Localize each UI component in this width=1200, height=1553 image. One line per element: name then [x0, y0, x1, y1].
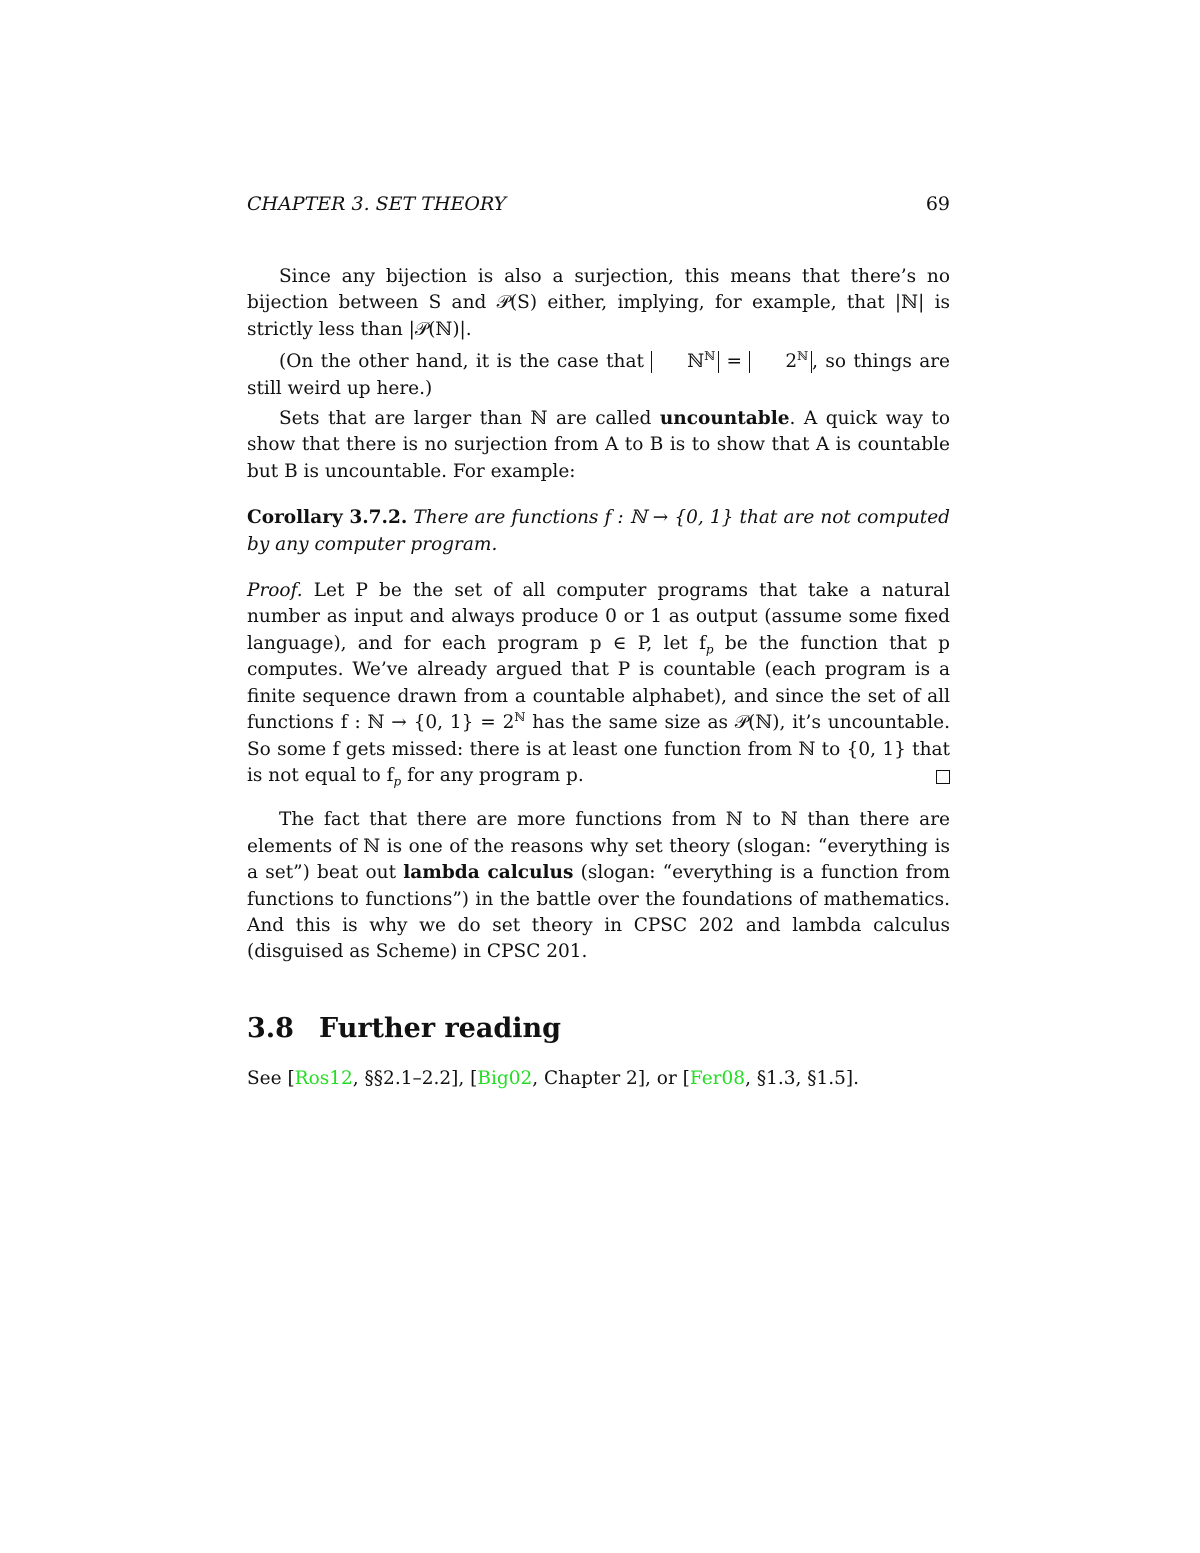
math-base: ℕ	[687, 351, 705, 373]
further-reading-text	[247, 1066, 950, 1092]
proof-text: be the function that p computes. We’ve already argued that P is countable (each program is a finite sequence drawn from a countable alphabet), and since the set of all functions f : ℕ → {0, 1} = 2	[247, 632, 950, 734]
paragraph-text: , so things are still weird up here.)	[247, 351, 951, 399]
corollary-label: Corollary 3.7.2.	[247, 507, 408, 529]
proof	[247, 578, 950, 789]
paragraph-text: (On the other hand, it is the case that	[279, 351, 652, 373]
page-number: 69	[925, 193, 950, 215]
cardinality-lhs	[651, 351, 719, 373]
paragraph-text: The fact that there are more functions from ℕ to ℕ than there are elements of ℕ is one of the reasons why set theory (slogan: “everything is a set”) beat out	[247, 809, 950, 884]
paragraph-text: , §1.3, §1.5].	[745, 1067, 860, 1089]
chapter-title: CHAPTER 3. SET THEORY	[247, 193, 507, 215]
paragraph-bijection: Since any bijection is also a surjection, this means that there’s no bijection between S and 𝒫(S) either, implying, for example, that |ℕ| is strictly less than |𝒫(ℕ)|.	[247, 266, 950, 340]
cardinality-rhs	[749, 351, 812, 373]
paragraph-uncountable	[247, 406, 950, 485]
defined-term: uncountable	[659, 408, 790, 430]
proof-text: Let P be the set of all computer programs that take a natural number as input and always produce 0 or 1 as output (assume some fixed language), and for each program p ∈ P, let f	[247, 580, 950, 654]
math-base: 2	[785, 351, 798, 373]
paragraph-text: Sets that are larger than ℕ are called	[279, 408, 660, 430]
citation-link-ros12[interactable]: Ros12	[294, 1067, 353, 1089]
corollary-statement: There are functions f : ℕ → {0, 1} that are not computed by any computer program.	[247, 507, 950, 555]
corollary	[247, 505, 950, 558]
section-heading	[247, 1012, 950, 1046]
math-subscript: p	[393, 774, 402, 789]
section-title: Further reading	[319, 1012, 561, 1044]
paragraph-lambda-calculus	[247, 807, 950, 965]
math-equals: =	[719, 351, 750, 373]
paragraph-text: . A quick way to show that there is no surjection from A to B is to show that A is countable but B is uncountable. For example:	[247, 408, 950, 482]
math-exponent: ℕ	[514, 709, 526, 724]
paragraph-text: , Chapter 2], or [	[532, 1067, 690, 1089]
proof-text: has the same size as 𝒫(ℕ), it’s uncountable. So some f gets missed: there is at least one function from ℕ to {0, 1} that is not equal to f	[247, 712, 950, 786]
paragraph-other-hand	[247, 349, 950, 402]
math-exponent: ℕ	[797, 349, 809, 364]
defined-term: lambda calculus	[403, 862, 574, 884]
citation-link-fer08[interactable]: Fer08	[689, 1067, 746, 1089]
math-subscript: p	[705, 642, 714, 657]
qed-square-icon	[936, 770, 950, 784]
running-header	[247, 192, 950, 216]
proof-text: for any program p.	[401, 764, 584, 786]
paragraph-text: (slogan: “everything is a function from functions to functions”) in the battle over the foundations of mathematics. And this is why we do set theory in CPSC 202 and lambda calculus (disguised as Scheme) in CPSC 201.	[247, 862, 950, 963]
section-number: 3.8	[247, 1012, 294, 1044]
paragraph-text: See [	[247, 1067, 295, 1089]
citation-link-big02[interactable]: Big02	[477, 1067, 533, 1089]
page-body	[247, 192, 950, 1092]
proof-label: Proof.	[247, 580, 303, 602]
paragraph-text: , §§2.1–2.2], [	[352, 1067, 478, 1089]
math-exponent: ℕ	[704, 349, 716, 364]
